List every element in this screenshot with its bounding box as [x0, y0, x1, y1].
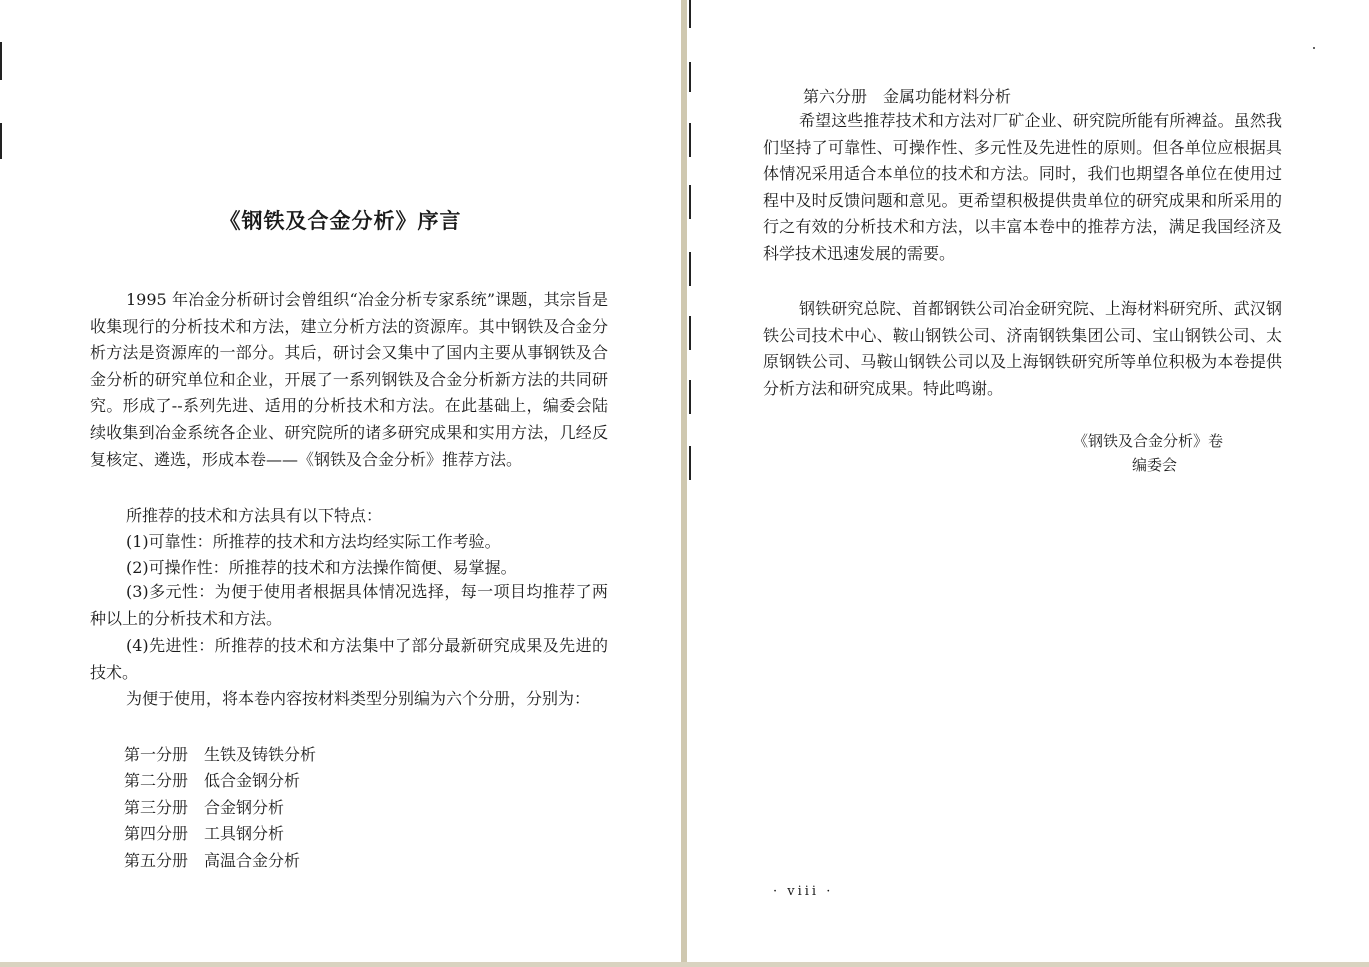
page-number: · viii · [773, 884, 834, 899]
volume-list-item: 第二分册 低合金钢分析 [124, 771, 301, 790]
scan-edge-mark [689, 446, 691, 480]
features-intro: 所推荐的技术和方法具有以下特点： [126, 506, 383, 525]
scan-edge-mark [689, 0, 691, 28]
left-page [0, 0, 681, 962]
feature-advanced: (4)先进性：所推荐的技术和方法集中了部分最新研究成果及先进的技术。 [90, 636, 608, 682]
scan-edge-mark [689, 185, 691, 219]
volume-six: 第六分册 金属功能材料分析 [803, 87, 1012, 106]
intro-paragraph: 1995 年冶金分析研讨会曾组织“冶金分析专家系统”课题，其宗旨是收集现行的分析技术和方法，建立分析方法的资源库。其中钢铁及合金分析方法是资源库的一部分。其后，研讨会又集中了国内主要从事钢铁及合金分析的研究单位和企业，开展了一系列钢铁及合金分析新方法的共同研究。形成了--系列先进、适用的分析技术和方法。在此基础上，编委会陆续收集到冶金系统各企业、研究院所的诸多研究成果和实用方法，几经反复核定、遴选，形成本卷——《钢铁及合金分析》推荐方法。 [90, 290, 608, 469]
bottom-edge [0, 962, 1369, 967]
right-page [687, 0, 1369, 962]
acknowledgement-paragraph: 钢铁研究总院、首都钢铁公司冶金研究院、上海材料研究所、武汉钢铁公司技术中心、鞍山钢铁公司、济南钢铁集团公司、宝山钢铁公司、太原钢铁公司、马鞍山钢铁公司以及上海钢铁研究所等单位积极为本卷提供分析方法和研究成果。特此鸣谢。 [763, 299, 1282, 398]
volume-list-item: 第四分册 工具钢分析 [124, 824, 285, 843]
scan-speck [1313, 47, 1315, 49]
feature-reliability: (1)可靠性：所推荐的技术和方法均经实际工作考验。 [126, 532, 501, 551]
volume-list-item: 第五分册 高温合金分析 [124, 851, 301, 870]
scan-edge-mark [689, 123, 691, 157]
scan-edge-mark [689, 380, 691, 414]
scan-edge-mark [689, 62, 691, 92]
scan-edge-mark [689, 252, 691, 286]
volumes-intro: 为便于使用，将本卷内容按材料类型分别编为六个分册，分别为： [126, 689, 591, 708]
volume-list-item: 第三分册 合金钢分析 [124, 798, 285, 817]
preface-title: 《钢铁及合金分析》序言 [219, 208, 462, 233]
signature-committee: 编委会 [1132, 456, 1178, 474]
scan-edge-mark [0, 42, 2, 80]
scan-edge-mark [0, 123, 2, 159]
scan-edge-mark [689, 316, 691, 350]
volume-list-item: 第一分册 生铁及铸铁分析 [124, 745, 317, 764]
feature-diversity: (3)多元性：为便于使用者根据具体情况选择，每一项目均推荐了两种以上的分析技术和方法。 [90, 582, 608, 628]
feature-operability: (2)可操作性：所推荐的技术和方法操作简便、易掌握。 [126, 558, 517, 577]
signature-volume: 《钢铁及合金分析》卷 [1073, 432, 1224, 450]
hope-paragraph: 希望这些推荐技术和方法对厂矿企业、研究院所能有所裨益。虽然我们坚持了可靠性、可操作性、多元性及先进性的原则。但各单位应根据具体情况采用适合本单位的技术和方法。同时，我们也期望各单位在使用过程中及时反馈问题和意见。更希望积极提供贵单位的研究成果和所采用的行之有效的分析技术和方法，以丰富本卷中的推荐方法，满足我国经济及科学技术迅速发展的需要。 [763, 111, 1282, 263]
